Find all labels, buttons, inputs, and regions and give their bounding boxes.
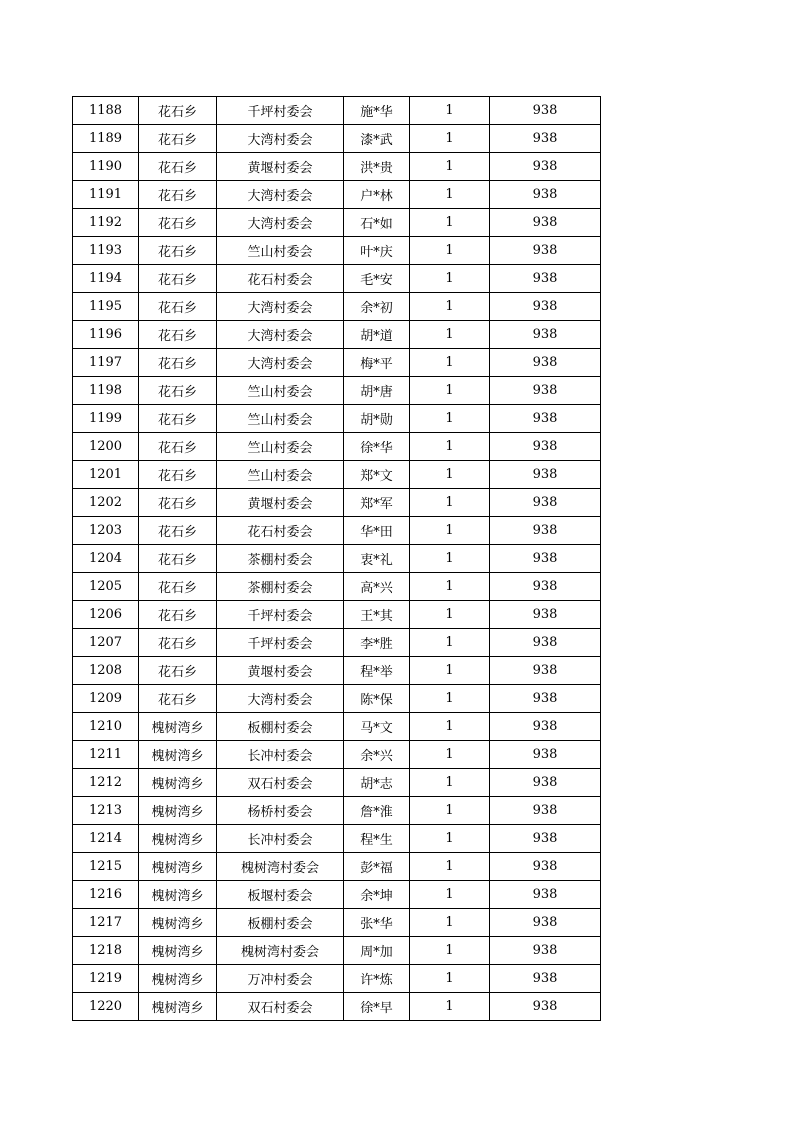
- count-cell: 1: [410, 797, 490, 825]
- amount-cell: 938: [490, 769, 601, 797]
- amount-cell: 938: [490, 685, 601, 713]
- amount-cell: 938: [490, 349, 601, 377]
- table-row: [73, 545, 601, 573]
- amount-cell: 938: [490, 209, 601, 237]
- village-committee-cell: 茶棚村委会: [217, 573, 344, 601]
- table-row: [73, 573, 601, 601]
- amount-cell: 938: [490, 265, 601, 293]
- township-cell: 花石乡: [139, 685, 217, 713]
- village-committee-cell: 杨桥村委会: [217, 797, 344, 825]
- village-committee-cell: 黄堰村委会: [217, 153, 344, 181]
- village-committee-cell: 大湾村委会: [217, 321, 344, 349]
- count-cell: 1: [410, 97, 490, 125]
- village-committee-cell: 长冲村委会: [217, 741, 344, 769]
- table-row: [73, 433, 601, 461]
- person-name-cell: 陈*保: [344, 685, 410, 713]
- table-row: [73, 321, 601, 349]
- row-number-cell: 1211: [73, 741, 139, 769]
- village-committee-cell: 板堰村委会: [217, 881, 344, 909]
- count-cell: 1: [410, 573, 490, 601]
- count-cell: 1: [410, 209, 490, 237]
- count-cell: 1: [410, 545, 490, 573]
- township-cell: 槐树湾乡: [139, 713, 217, 741]
- row-number-cell: 1206: [73, 601, 139, 629]
- amount-cell: 938: [490, 657, 601, 685]
- township-cell: 花石乡: [139, 181, 217, 209]
- village-committee-cell: 茶棚村委会: [217, 545, 344, 573]
- count-cell: 1: [410, 825, 490, 853]
- person-name-cell: 马*文: [344, 713, 410, 741]
- row-number-cell: 1193: [73, 237, 139, 265]
- table-row: [73, 265, 601, 293]
- village-committee-cell: 大湾村委会: [217, 209, 344, 237]
- township-cell: 花石乡: [139, 265, 217, 293]
- amount-cell: 938: [490, 713, 601, 741]
- township-cell: 花石乡: [139, 125, 217, 153]
- row-number-cell: 1188: [73, 97, 139, 125]
- village-committee-cell: 竺山村委会: [217, 461, 344, 489]
- person-name-cell: 胡*唐: [344, 377, 410, 405]
- table-row: [73, 769, 601, 797]
- row-number-cell: 1219: [73, 965, 139, 993]
- row-number-cell: 1195: [73, 293, 139, 321]
- township-cell: 花石乡: [139, 461, 217, 489]
- row-number-cell: 1218: [73, 937, 139, 965]
- count-cell: 1: [410, 321, 490, 349]
- township-cell: 花石乡: [139, 377, 217, 405]
- amount-cell: 938: [490, 993, 601, 1021]
- count-cell: 1: [410, 769, 490, 797]
- township-cell: 花石乡: [139, 545, 217, 573]
- amount-cell: 938: [490, 937, 601, 965]
- count-cell: 1: [410, 965, 490, 993]
- amount-cell: 938: [490, 573, 601, 601]
- village-committee-cell: 千坪村委会: [217, 629, 344, 657]
- row-number-cell: 1216: [73, 881, 139, 909]
- village-committee-cell: 花石村委会: [217, 517, 344, 545]
- village-committee-cell: 板棚村委会: [217, 713, 344, 741]
- count-cell: 1: [410, 265, 490, 293]
- village-committee-cell: 黄堰村委会: [217, 657, 344, 685]
- township-cell: 花石乡: [139, 517, 217, 545]
- table-row: [73, 517, 601, 545]
- row-number-cell: 1198: [73, 377, 139, 405]
- row-number-cell: 1192: [73, 209, 139, 237]
- table-row: [73, 461, 601, 489]
- table-row: [73, 237, 601, 265]
- row-number-cell: 1210: [73, 713, 139, 741]
- township-cell: 花石乡: [139, 321, 217, 349]
- person-name-cell: 徐*华: [344, 433, 410, 461]
- count-cell: 1: [410, 993, 490, 1021]
- row-number-cell: 1203: [73, 517, 139, 545]
- amount-cell: 938: [490, 909, 601, 937]
- count-cell: 1: [410, 517, 490, 545]
- amount-cell: 938: [490, 853, 601, 881]
- table-row: [73, 153, 601, 181]
- row-number-cell: 1209: [73, 685, 139, 713]
- count-cell: 1: [410, 461, 490, 489]
- amount-cell: 938: [490, 881, 601, 909]
- amount-cell: 938: [490, 461, 601, 489]
- amount-cell: 938: [490, 629, 601, 657]
- row-number-cell: 1189: [73, 125, 139, 153]
- count-cell: 1: [410, 909, 490, 937]
- person-name-cell: 余*坤: [344, 881, 410, 909]
- amount-cell: 938: [490, 825, 601, 853]
- row-number-cell: 1200: [73, 433, 139, 461]
- township-cell: 槐树湾乡: [139, 937, 217, 965]
- row-number-cell: 1205: [73, 573, 139, 601]
- amount-cell: 938: [490, 797, 601, 825]
- count-cell: 1: [410, 489, 490, 517]
- count-cell: 1: [410, 181, 490, 209]
- village-committee-cell: 千坪村委会: [217, 97, 344, 125]
- township-cell: 花石乡: [139, 629, 217, 657]
- table-row: [73, 657, 601, 685]
- table-row: [73, 629, 601, 657]
- village-committee-cell: 竺山村委会: [217, 405, 344, 433]
- table-row: [73, 405, 601, 433]
- township-cell: 槐树湾乡: [139, 825, 217, 853]
- count-cell: 1: [410, 125, 490, 153]
- village-committee-cell: 竺山村委会: [217, 377, 344, 405]
- count-cell: 1: [410, 657, 490, 685]
- township-cell: 花石乡: [139, 573, 217, 601]
- table-row: [73, 825, 601, 853]
- table-row: [73, 881, 601, 909]
- person-name-cell: 胡*勋: [344, 405, 410, 433]
- table-row: [73, 601, 601, 629]
- row-number-cell: 1190: [73, 153, 139, 181]
- count-cell: 1: [410, 881, 490, 909]
- table-row: [73, 489, 601, 517]
- township-cell: 槐树湾乡: [139, 909, 217, 937]
- count-cell: 1: [410, 153, 490, 181]
- person-name-cell: 程*举: [344, 657, 410, 685]
- row-number-cell: 1191: [73, 181, 139, 209]
- count-cell: 1: [410, 377, 490, 405]
- township-cell: 花石乡: [139, 209, 217, 237]
- count-cell: 1: [410, 629, 490, 657]
- village-committee-cell: 黄堰村委会: [217, 489, 344, 517]
- person-name-cell: 户*林: [344, 181, 410, 209]
- table-row: [73, 377, 601, 405]
- person-name-cell: 许*炼: [344, 965, 410, 993]
- row-number-cell: 1194: [73, 265, 139, 293]
- row-number-cell: 1199: [73, 405, 139, 433]
- village-committee-cell: 大湾村委会: [217, 181, 344, 209]
- table-row: [73, 209, 601, 237]
- amount-cell: 938: [490, 517, 601, 545]
- count-cell: 1: [410, 601, 490, 629]
- amount-cell: 938: [490, 489, 601, 517]
- township-cell: 槐树湾乡: [139, 965, 217, 993]
- person-name-cell: 胡*道: [344, 321, 410, 349]
- row-number-cell: 1217: [73, 909, 139, 937]
- amount-cell: 938: [490, 741, 601, 769]
- row-number-cell: 1196: [73, 321, 139, 349]
- village-committee-cell: 槐树湾村委会: [217, 853, 344, 881]
- table-row: [73, 685, 601, 713]
- person-name-cell: 张*华: [344, 909, 410, 937]
- township-cell: 槐树湾乡: [139, 797, 217, 825]
- amount-cell: 938: [490, 601, 601, 629]
- village-committee-cell: 大湾村委会: [217, 349, 344, 377]
- person-name-cell: 程*生: [344, 825, 410, 853]
- table-row: [73, 293, 601, 321]
- person-name-cell: 华*田: [344, 517, 410, 545]
- data-table: [72, 96, 601, 1021]
- table-row: [73, 853, 601, 881]
- table-row: [73, 909, 601, 937]
- person-name-cell: 郑*文: [344, 461, 410, 489]
- amount-cell: 938: [490, 377, 601, 405]
- table-row: [73, 713, 601, 741]
- row-number-cell: 1208: [73, 657, 139, 685]
- table-body: [73, 97, 601, 1021]
- row-number-cell: 1213: [73, 797, 139, 825]
- person-name-cell: 余*初: [344, 293, 410, 321]
- amount-cell: 938: [490, 293, 601, 321]
- row-number-cell: 1204: [73, 545, 139, 573]
- village-committee-cell: 千坪村委会: [217, 601, 344, 629]
- table-row: [73, 741, 601, 769]
- row-number-cell: 1197: [73, 349, 139, 377]
- person-name-cell: 洪*贵: [344, 153, 410, 181]
- row-number-cell: 1215: [73, 853, 139, 881]
- village-committee-cell: 花石村委会: [217, 265, 344, 293]
- table-row: [73, 937, 601, 965]
- person-name-cell: 胡*志: [344, 769, 410, 797]
- count-cell: 1: [410, 405, 490, 433]
- village-committee-cell: 双石村委会: [217, 769, 344, 797]
- amount-cell: 938: [490, 965, 601, 993]
- person-name-cell: 石*如: [344, 209, 410, 237]
- amount-cell: 938: [490, 405, 601, 433]
- person-name-cell: 高*兴: [344, 573, 410, 601]
- count-cell: 1: [410, 237, 490, 265]
- person-name-cell: 郑*军: [344, 489, 410, 517]
- person-name-cell: 彭*福: [344, 853, 410, 881]
- person-name-cell: 周*加: [344, 937, 410, 965]
- township-cell: 花石乡: [139, 601, 217, 629]
- person-name-cell: 毛*安: [344, 265, 410, 293]
- table-row: [73, 97, 601, 125]
- township-cell: 花石乡: [139, 433, 217, 461]
- township-cell: 花石乡: [139, 405, 217, 433]
- count-cell: 1: [410, 293, 490, 321]
- count-cell: 1: [410, 349, 490, 377]
- table-row: [73, 181, 601, 209]
- table-row: [73, 993, 601, 1021]
- amount-cell: 938: [490, 321, 601, 349]
- amount-cell: 938: [490, 153, 601, 181]
- row-number-cell: 1214: [73, 825, 139, 853]
- row-number-cell: 1207: [73, 629, 139, 657]
- count-cell: 1: [410, 433, 490, 461]
- person-name-cell: 李*胜: [344, 629, 410, 657]
- village-committee-cell: 万冲村委会: [217, 965, 344, 993]
- person-name-cell: 梅*平: [344, 349, 410, 377]
- village-committee-cell: 长冲村委会: [217, 825, 344, 853]
- person-name-cell: 施*华: [344, 97, 410, 125]
- township-cell: 槐树湾乡: [139, 741, 217, 769]
- amount-cell: 938: [490, 97, 601, 125]
- person-name-cell: 詹*淮: [344, 797, 410, 825]
- township-cell: 槐树湾乡: [139, 881, 217, 909]
- person-name-cell: 徐*早: [344, 993, 410, 1021]
- amount-cell: 938: [490, 125, 601, 153]
- row-number-cell: 1201: [73, 461, 139, 489]
- count-cell: 1: [410, 741, 490, 769]
- village-committee-cell: 双石村委会: [217, 993, 344, 1021]
- person-name-cell: 漆*武: [344, 125, 410, 153]
- row-number-cell: 1202: [73, 489, 139, 517]
- township-cell: 花石乡: [139, 657, 217, 685]
- count-cell: 1: [410, 685, 490, 713]
- township-cell: 槐树湾乡: [139, 769, 217, 797]
- row-number-cell: 1212: [73, 769, 139, 797]
- table-row: [73, 797, 601, 825]
- amount-cell: 938: [490, 433, 601, 461]
- count-cell: 1: [410, 937, 490, 965]
- amount-cell: 938: [490, 545, 601, 573]
- person-name-cell: 衷*礼: [344, 545, 410, 573]
- count-cell: 1: [410, 853, 490, 881]
- count-cell: 1: [410, 713, 490, 741]
- village-committee-cell: 板棚村委会: [217, 909, 344, 937]
- amount-cell: 938: [490, 237, 601, 265]
- village-committee-cell: 竺山村委会: [217, 237, 344, 265]
- township-cell: 花石乡: [139, 153, 217, 181]
- township-cell: 花石乡: [139, 489, 217, 517]
- village-committee-cell: 大湾村委会: [217, 685, 344, 713]
- township-cell: 槐树湾乡: [139, 853, 217, 881]
- person-name-cell: 余*兴: [344, 741, 410, 769]
- row-number-cell: 1220: [73, 993, 139, 1021]
- township-cell: 花石乡: [139, 237, 217, 265]
- township-cell: 花石乡: [139, 97, 217, 125]
- amount-cell: 938: [490, 181, 601, 209]
- township-cell: 槐树湾乡: [139, 993, 217, 1021]
- person-name-cell: 叶*庆: [344, 237, 410, 265]
- person-name-cell: 王*其: [344, 601, 410, 629]
- table-row: [73, 125, 601, 153]
- village-committee-cell: 竺山村委会: [217, 433, 344, 461]
- table-row: [73, 349, 601, 377]
- township-cell: 花石乡: [139, 293, 217, 321]
- village-committee-cell: 槐树湾村委会: [217, 937, 344, 965]
- village-committee-cell: 大湾村委会: [217, 125, 344, 153]
- village-committee-cell: 大湾村委会: [217, 293, 344, 321]
- township-cell: 花石乡: [139, 349, 217, 377]
- table-row: [73, 965, 601, 993]
